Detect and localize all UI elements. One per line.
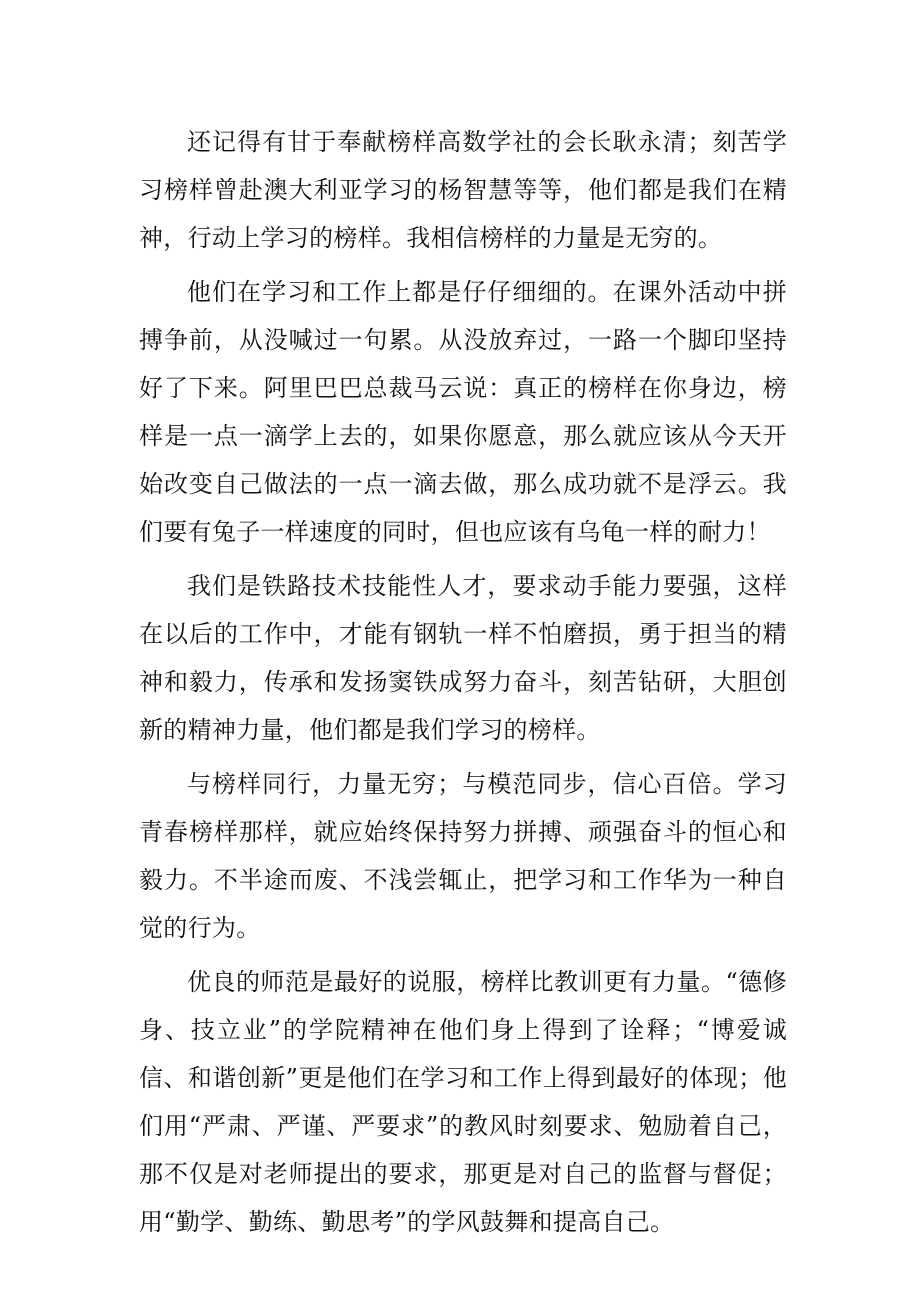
paragraph-3: 我们是铁路技术技能性人才，要求动手能力要强，这样在以后的工作中，才能有钢轨一样不怕磨损，勇于担当的精神和毅力，传承和发扬窦铁成努力奋斗，刻苦钻研，大胆创新的精神力量，他们都是我们学习的榜样。: [139, 572, 787, 744]
paragraph-4: 与榜样同行，力量无穷；与模范同步，信心百倍。学习青春榜样那样，就应始终保持努力拼搏、顽强奋斗的恒心和毅力。不半途而废、不浅尝辄止，把学习和工作华为一种自觉的行为。: [139, 770, 787, 942]
document-body: [139, 118, 787, 1246]
paragraph-5: 优良的师范是最好的说服，榜样比教训更有力量。“德修身、技立业”的学院精神在他们身上得到了诠释；“博爱诚信、和谐创新”更是他们在学习和工作上得到最好的体现；他们用“严肃、严谨、严要求”的教风时刻要求、勉励着自己，那不仅是对老师提出的要求，那更是对自己的监督与督促；用“勤学、勤练、勤思考”的学风鼓舞和提高自己。: [139, 968, 787, 1236]
paragraph-1: 还记得有甘于奉献榜样高数学社的会长耿永清；刻苦学习榜样曾赴澳大利亚学习的杨智慧等等，他们都是我们在精神，行动上学习的榜样。我相信榜样的力量是无穷的。: [139, 128, 787, 252]
paragraph-2: 他们在学习和工作上都是仔仔细细的。在课外活动中拼搏争前，从没喊过一句累。从没放弃过，一路一个脚印坚持好了下来。阿里巴巴总裁马云说：真正的榜样在你身边，榜样是一点一滴学上去的，如果你愿意，那么就应该从今天开始改变自己做法的一点一滴去做，那么成功就不是浮云。我们要有兔子一样速度的同时，但也应该有乌龟一样的耐力！: [139, 278, 787, 546]
